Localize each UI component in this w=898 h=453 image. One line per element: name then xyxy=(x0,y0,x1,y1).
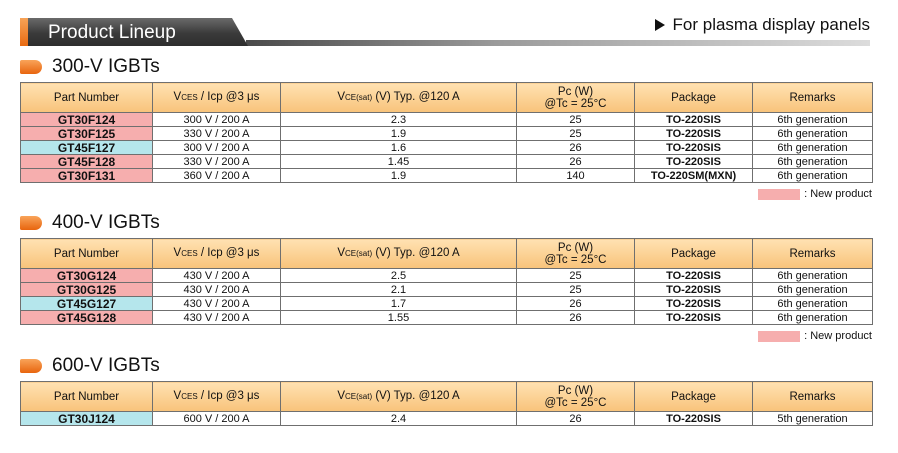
package-cell: TO-220SIS xyxy=(635,311,753,325)
rating-cell: 600 V / 200 A xyxy=(153,412,281,426)
package-cell: TO-220SIS xyxy=(635,269,753,283)
pc-cell: 25 xyxy=(517,113,635,127)
rating-cell: 300 V / 200 A xyxy=(153,113,281,127)
product-lineup-banner xyxy=(20,15,870,46)
vce-sat-cell: 1.9 xyxy=(281,127,517,141)
package-cell: TO-220SIS xyxy=(635,297,753,311)
table-row xyxy=(21,269,873,283)
part-number-cell: GT45F127 xyxy=(21,141,153,155)
header-part-number: Part Number xyxy=(21,239,153,269)
header-vce-text: (V) Typ. @120 A xyxy=(372,247,460,259)
table-row xyxy=(21,297,873,311)
vce-sat-cell: 2.4 xyxy=(281,412,517,426)
package-cell: TO-220SIS xyxy=(635,412,753,426)
remarks-cell: 6th generation xyxy=(753,141,873,155)
part-number-cell: GT45G127 xyxy=(21,297,153,311)
header-vces-text: / Icp @3 μs xyxy=(197,390,260,402)
header-vce-subscript: CE(sat) xyxy=(345,392,373,401)
remarks-cell: 5th generation xyxy=(753,412,873,426)
remarks-cell: 6th generation xyxy=(753,311,873,325)
header-part-number: Part Number xyxy=(21,382,153,412)
header-vce-sat xyxy=(281,83,517,113)
package-cell: TO-220SIS xyxy=(635,155,753,169)
header-vces-subscript: CES xyxy=(181,392,198,401)
header-pc-line1: Pc (W) xyxy=(557,241,594,254)
vce-sat-cell: 2.5 xyxy=(281,269,517,283)
header-vces-symbol: V xyxy=(173,390,182,402)
part-number-cell: GT45G128 xyxy=(21,311,153,325)
vce-sat-cell: 2.1 xyxy=(281,283,517,297)
remarks-cell: 6th generation xyxy=(753,297,873,311)
legend-label: : New product xyxy=(804,188,872,200)
pc-cell: 26 xyxy=(517,297,635,311)
part-number-cell: GT45F128 xyxy=(21,155,153,169)
part-number-cell: GT30F131 xyxy=(21,169,153,183)
spec-table-600v xyxy=(20,381,873,426)
rating-cell: 430 V / 200 A xyxy=(153,283,281,297)
section-title-300v xyxy=(20,56,160,78)
header-remarks: Remarks xyxy=(753,239,873,269)
header-vces-symbol: V xyxy=(173,91,182,103)
header-package: Package xyxy=(635,239,753,269)
page-title: Product Lineup xyxy=(48,22,176,43)
remarks-cell: 6th generation xyxy=(753,269,873,283)
triangle-right-icon xyxy=(655,19,665,31)
pc-cell: 26 xyxy=(517,311,635,325)
header-vces-icp xyxy=(153,239,281,269)
rating-cell: 300 V / 200 A xyxy=(153,141,281,155)
section-bullet-icon xyxy=(20,60,42,74)
header-pc xyxy=(517,83,635,113)
banner-accent-bar xyxy=(20,18,28,46)
rating-cell: 360 V / 200 A xyxy=(153,169,281,183)
header-pc-line2: @Tc = 25°C xyxy=(544,97,607,110)
header-vce-symbol: V xyxy=(337,390,345,402)
header-remarks: Remarks xyxy=(753,83,873,113)
section-bullet-icon xyxy=(20,216,42,230)
table-row xyxy=(21,127,873,141)
remarks-cell: 6th generation xyxy=(753,127,873,141)
table-row xyxy=(21,412,873,426)
remarks-cell: 6th generation xyxy=(753,155,873,169)
part-number-cell: GT30F125 xyxy=(21,127,153,141)
package-cell: TO-220SIS xyxy=(635,141,753,155)
vce-sat-cell: 1.45 xyxy=(281,155,517,169)
table-row xyxy=(21,283,873,297)
header-pc xyxy=(517,382,635,412)
section-title-600v xyxy=(20,355,160,377)
section-title-text: 600-V IGBTs xyxy=(52,355,160,376)
part-number-cell: GT30G125 xyxy=(21,283,153,297)
remarks-cell: 6th generation xyxy=(753,169,873,183)
header-vces-subscript: CES xyxy=(181,93,198,102)
vce-sat-cell: 1.7 xyxy=(281,297,517,311)
table-row xyxy=(21,113,873,127)
header-remarks: Remarks xyxy=(753,382,873,412)
section-bullet-icon xyxy=(20,359,42,373)
part-number-cell: GT30J124 xyxy=(21,412,153,426)
pc-cell: 25 xyxy=(517,127,635,141)
package-cell: TO-220SIS xyxy=(635,113,753,127)
header-part-number: Part Number xyxy=(21,83,153,113)
rating-cell: 430 V / 200 A xyxy=(153,311,281,325)
part-number-cell: GT30F124 xyxy=(21,113,153,127)
header-vces-text: / Icp @3 μs xyxy=(197,247,260,259)
remarks-cell: 6th generation xyxy=(753,283,873,297)
vce-sat-cell: 1.55 xyxy=(281,311,517,325)
header-pc xyxy=(517,239,635,269)
vce-sat-cell: 1.6 xyxy=(281,141,517,155)
header-vce-subscript: CE(sat) xyxy=(345,249,373,258)
header-vce-sat xyxy=(281,382,517,412)
pc-cell: 26 xyxy=(517,141,635,155)
rating-cell: 430 V / 200 A xyxy=(153,269,281,283)
legend-new-product-300v xyxy=(758,188,872,200)
section-title-400v xyxy=(20,212,160,234)
section-title-text: 300-V IGBTs xyxy=(52,56,160,77)
table-row xyxy=(21,141,873,155)
package-cell: TO-220SIS xyxy=(635,127,753,141)
rating-cell: 330 V / 200 A xyxy=(153,155,281,169)
vce-sat-cell: 2.3 xyxy=(281,113,517,127)
header-vce-symbol: V xyxy=(337,247,345,259)
header-vces-text: / Icp @3 μs xyxy=(197,91,260,103)
header-vce-symbol: V xyxy=(337,91,345,103)
pc-cell: 140 xyxy=(517,169,635,183)
header-vce-text: (V) Typ. @120 A xyxy=(372,390,460,402)
header-pc-line2: @Tc = 25°C xyxy=(544,253,607,266)
banner-subtitle-text: For plasma display panels xyxy=(672,15,870,34)
header-vces-icp xyxy=(153,83,281,113)
rating-cell: 330 V / 200 A xyxy=(153,127,281,141)
spec-table-400v xyxy=(20,238,873,325)
part-number-cell: GT30G124 xyxy=(21,269,153,283)
legend-swatch xyxy=(758,331,800,342)
header-package: Package xyxy=(635,83,753,113)
header-package: Package xyxy=(635,382,753,412)
header-pc-line2: @Tc = 25°C xyxy=(544,396,607,409)
legend-label: : New product xyxy=(804,330,872,342)
table-row xyxy=(21,155,873,169)
legend-new-product-400v xyxy=(758,330,872,342)
banner-subtitle xyxy=(655,15,870,35)
header-vces-symbol: V xyxy=(173,247,182,259)
header-pc-line1: Pc (W) xyxy=(557,85,594,98)
table-row xyxy=(21,169,873,183)
pc-cell: 26 xyxy=(517,412,635,426)
header-vces-subscript: CES xyxy=(181,249,198,258)
table-row xyxy=(21,311,873,325)
package-cell: TO-220SM(MXN) xyxy=(635,169,753,183)
header-vces-icp xyxy=(153,382,281,412)
pc-cell: 25 xyxy=(517,269,635,283)
header-vce-sat xyxy=(281,239,517,269)
rating-cell: 430 V / 200 A xyxy=(153,297,281,311)
header-pc-line1: Pc (W) xyxy=(557,384,594,397)
package-cell: TO-220SIS xyxy=(635,283,753,297)
section-title-text: 400-V IGBTs xyxy=(52,212,160,233)
remarks-cell: 6th generation xyxy=(753,113,873,127)
spec-table-300v xyxy=(20,82,873,183)
pc-cell: 25 xyxy=(517,283,635,297)
vce-sat-cell: 1.9 xyxy=(281,169,517,183)
banner-rule xyxy=(246,40,870,46)
legend-swatch xyxy=(758,189,800,200)
pc-cell: 26 xyxy=(517,155,635,169)
header-vce-text: (V) Typ. @120 A xyxy=(372,91,460,103)
header-vce-subscript: CE(sat) xyxy=(345,93,373,102)
